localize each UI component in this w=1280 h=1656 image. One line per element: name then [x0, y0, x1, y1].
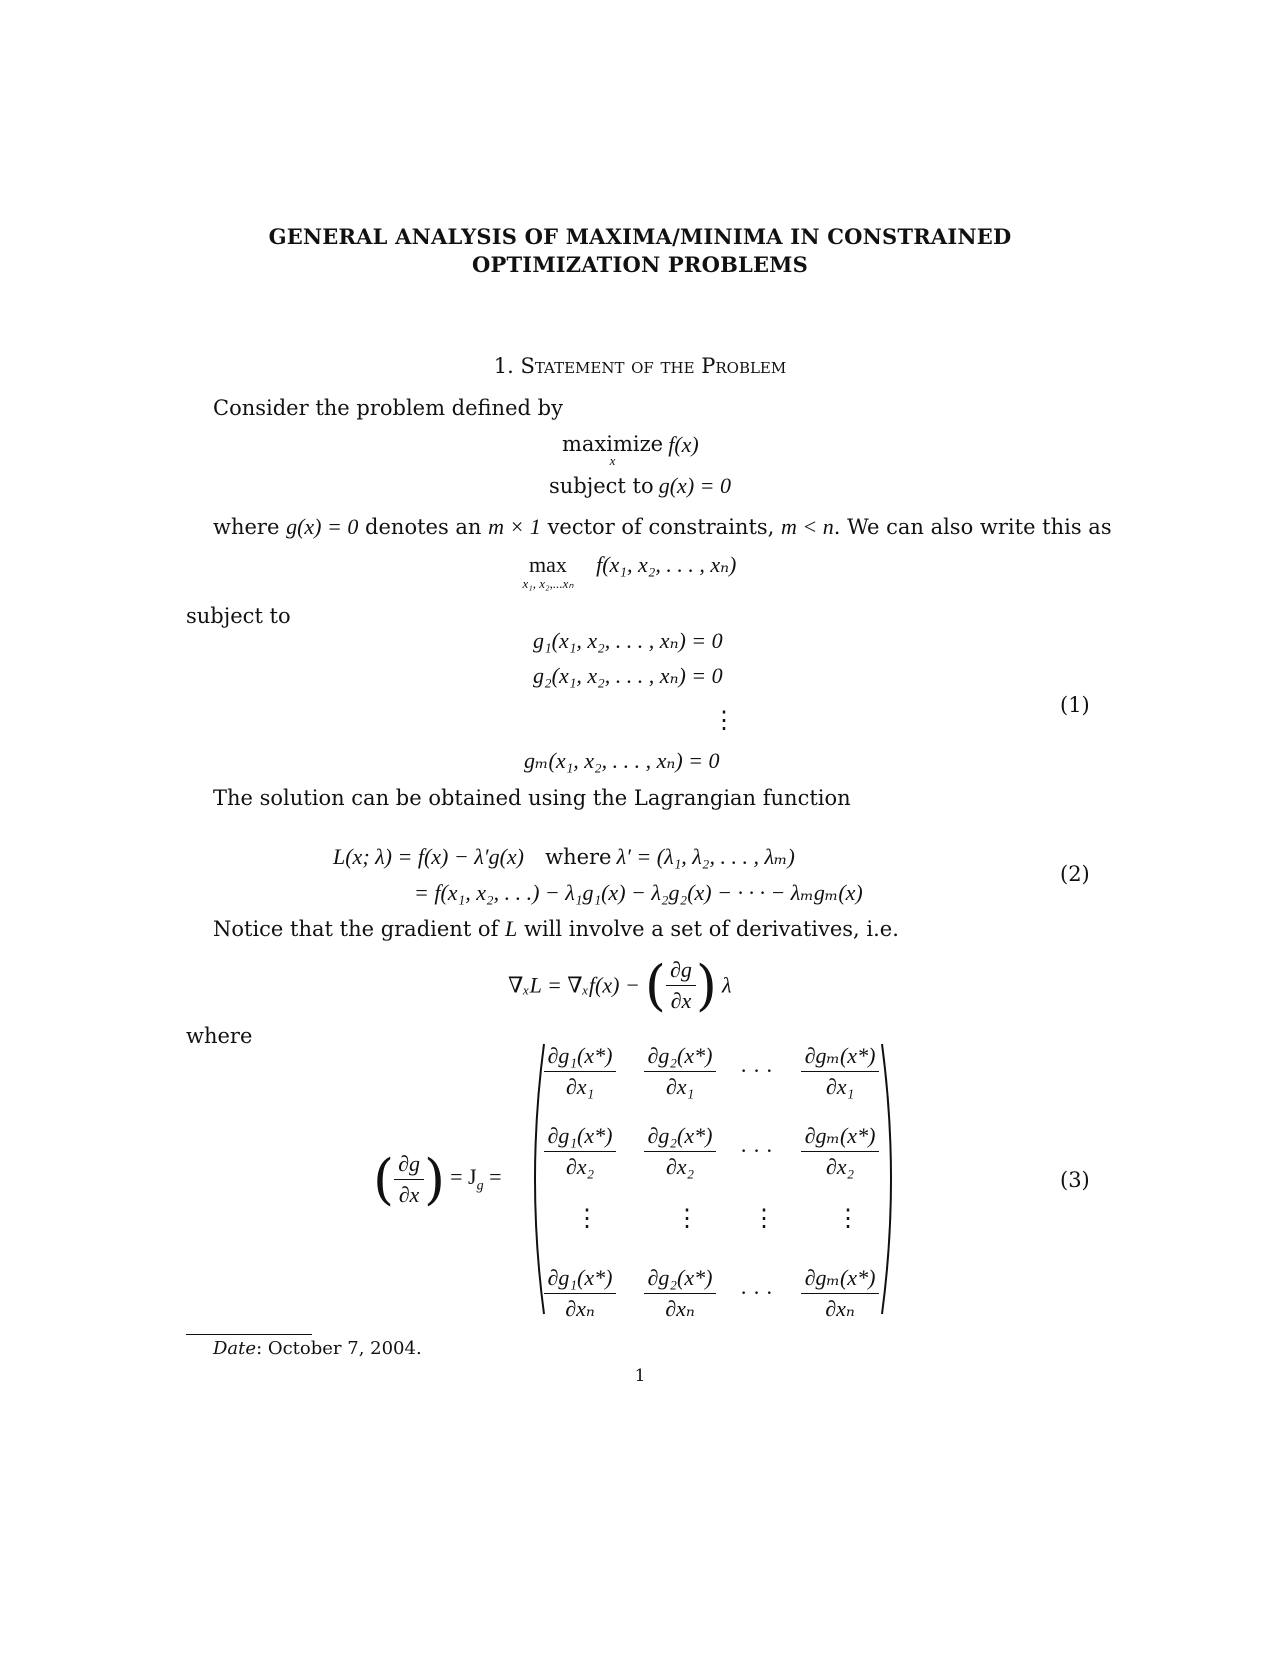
where-label: where [186, 1024, 253, 1048]
gradient-fraction-den: ∂x [670, 988, 692, 1013]
jacobian-hdots: · · · [740, 1138, 773, 1163]
jacobian-cell: $\frac{\text{∂gₘ(x*)}}{\text{∂x₂}}$ [790, 1123, 890, 1180]
lagrangian-line-1 [333, 844, 795, 870]
p4-math-L: L [505, 916, 518, 941]
p2-math-b: m × 1 [488, 514, 541, 539]
jacobian-lhs-num: ∂g [394, 1151, 424, 1180]
jacobian-lhs-paren-close: ) [423, 1148, 446, 1211]
footnote-text: : October 7, 2004. [256, 1338, 422, 1359]
paragraph-constraints [213, 514, 1112, 540]
footnote-rule [186, 1334, 312, 1335]
footnote [213, 1338, 422, 1359]
gradient-paren-open: ( [644, 954, 666, 1017]
jacobian-cell: $\frac{\text{∂g₁(x*)}}{\text{∂xₙ}}$ [530, 1265, 630, 1322]
lagrangian-lhs: L(x; λ) = f(x) − λ′g(x) [333, 844, 524, 869]
p2-math-a: g(x) = 0 [286, 514, 359, 539]
paragraph-intro: Consider the problem defined by [213, 396, 563, 420]
jacobian-cell: $\frac{\text{∂g₂(x*)}}{\text{∂x₂}}$ [630, 1123, 730, 1180]
jacobian-cell: $\frac{\text{∂gₘ(x*)}}{\text{∂x₁}}$ [790, 1043, 890, 1100]
jacobian-cell: $\frac{\text{∂gₘ(x*)}}{\text{∂xₙ}}$ [790, 1265, 890, 1322]
jacobian-vdots: ⋮ [675, 1206, 699, 1232]
p2-text-b: denotes an [365, 515, 482, 539]
max-expression: f(x₁, x₂, . . . , xₙ) [596, 552, 737, 577]
p2-text-a: where [213, 515, 280, 539]
paragraph-lagrangian: The solution can be obtained using the Lagrangian function [213, 786, 851, 810]
jacobian-lhs [373, 1148, 502, 1211]
section-title: Statement of the Problem [520, 354, 787, 378]
gradient-fraction [666, 957, 696, 1014]
constraint-expression: g(x) = 0 [658, 473, 731, 498]
maximize-statement [562, 432, 699, 466]
gradient-fraction-num: ∂g [666, 957, 696, 986]
jacobian-vdots: ⋮ [752, 1206, 776, 1232]
gradient-lhs: ∇ₓL = ∇ₓf(x) − [508, 972, 640, 998]
max-label: max [529, 552, 567, 577]
jacobian-cell: $\frac{\text{∂g₂(x*)}}{\text{∂xₙ}}$ [630, 1265, 730, 1322]
subject-to-label: subject to [186, 604, 291, 628]
p2-text-c: vector of constraints, [547, 515, 775, 539]
jacobian-eq-subscript: g [476, 1178, 484, 1194]
gradient-equation [508, 954, 732, 1017]
section-heading [0, 354, 1280, 378]
constraint-vdots: ⋮ [712, 708, 736, 734]
jacobian-cell: $\frac{\text{∂g₂(x*)}}{\text{∂x₁}}$ [630, 1043, 730, 1100]
lagrangian-line-2: = f(x₁, x₂, . . .) − λ₁g₁(x) − λ₂g₂(x) − · · · − λₘgₘ(x) [414, 880, 863, 905]
max-statement [505, 552, 736, 590]
subject-to-inline: subject to [548, 474, 654, 498]
section-number: 1. [493, 354, 514, 378]
equation-number-2: (2) [1060, 862, 1090, 886]
maximize-label: maximize [562, 432, 664, 456]
jacobian-vdots: ⋮ [575, 1206, 599, 1232]
p2-text-d: . We can also write this as [833, 515, 1112, 539]
paragraph-gradient [213, 916, 899, 942]
jacobian-eq-J: = J [450, 1164, 477, 1190]
subject-to-statement [0, 473, 1280, 499]
lagrangian-where: where [545, 845, 612, 869]
jacobian-eq-sign: = [489, 1164, 502, 1190]
gradient-lambda: λ [722, 972, 732, 998]
paper-title-line-2: OPTIMIZATION PROBLEMS [472, 252, 808, 277]
jacobian-vdots: ⋮ [836, 1206, 860, 1232]
lagrangian-lambda-def: λ′ = (λ₁, λ₂, . . . , λₘ) [616, 844, 795, 869]
jacobian-lhs-fraction [394, 1151, 424, 1208]
footnote-label: Date [213, 1338, 257, 1359]
jacobian-cell: $\frac{\text{∂g₁(x*)}}{\text{∂x₂}}$ [530, 1123, 630, 1180]
equation-number-1: (1) [1060, 693, 1090, 717]
maximize-expression: f(x) [668, 432, 699, 457]
p4-text-b: will involve a set of derivatives, i.e. [523, 917, 899, 941]
equation-number-3: (3) [1060, 1168, 1090, 1192]
constraint-2: g₂(x₁, x₂, . . . , xₙ) = 0 [533, 663, 723, 688]
jacobian-cell: $\frac{\text{∂g₁(x*)}}{\text{∂x₁}}$ [530, 1043, 630, 1100]
paper-title-line-1: GENERAL ANALYSIS OF MAXIMA/MINIMA IN CONSTRAINED [268, 224, 1012, 249]
max-subscript: x₁, x₂,...xₙ [522, 576, 574, 591]
jacobian-lhs-den: ∂x [398, 1182, 420, 1207]
constraint-1: g₁(x₁, x₂, . . . , xₙ) = 0 [533, 628, 723, 653]
p2-math-c: m < n [781, 514, 834, 539]
constraint-m: gₘ(x₁, x₂, . . . , xₙ) = 0 [524, 748, 720, 773]
p4-text-a: Notice that the gradient of [213, 917, 499, 941]
jacobian-hdots: · · · [740, 1058, 773, 1083]
gradient-paren-close: ) [695, 954, 717, 1017]
page-number: 1 [634, 1366, 646, 1386]
maximize-subscript: x [609, 453, 616, 468]
jacobian-hdots: · · · [740, 1280, 773, 1305]
jacobian-lhs-paren-open: ( [373, 1148, 395, 1211]
